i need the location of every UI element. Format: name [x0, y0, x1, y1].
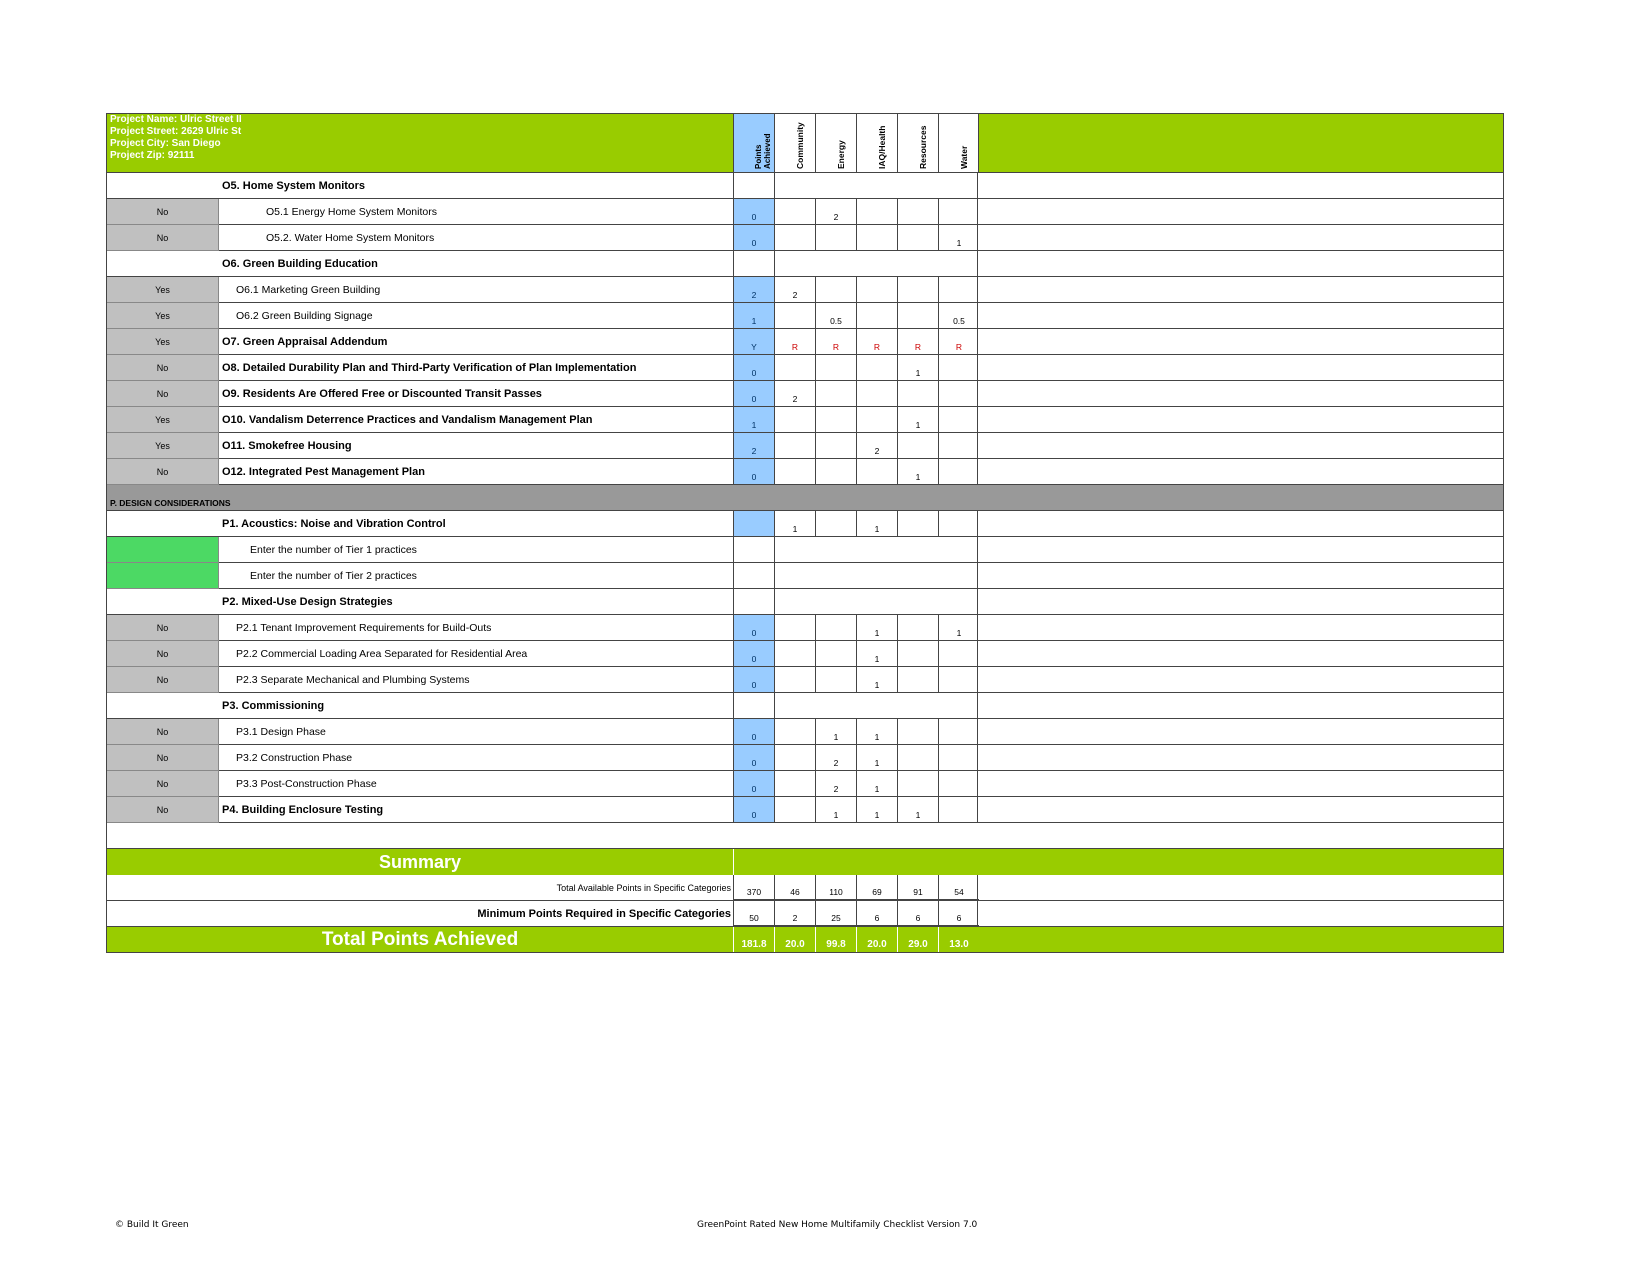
points-achieved-cell: 0: [733, 355, 774, 381]
category-cell: [856, 199, 897, 225]
category-cell: [774, 199, 815, 225]
category-cell: 2: [774, 381, 815, 407]
measure-label: O10. Vandalism Deterrence Practices and Vandalism Management Plan: [219, 407, 733, 433]
response-dropdown[interactable]: No: [107, 459, 219, 485]
category-cell: 1: [856, 745, 897, 771]
points-achieved-cell: [733, 693, 774, 719]
category-cell: [774, 615, 815, 641]
footer-version: GreenPoint Rated New Home Multifamily Checklist Version 7.0: [697, 1220, 978, 1230]
category-cell: [815, 225, 856, 251]
category-cell: R: [774, 329, 815, 355]
category-cell: [815, 355, 856, 381]
measure-label: O8. Detailed Durability Plan and Third-Party Verification of Plan Implementation: [219, 355, 733, 381]
measure-label: P4. Building Enclosure Testing: [219, 797, 733, 823]
category-cell: 0.5: [938, 303, 979, 329]
category-cell: [774, 407, 815, 433]
category-cell: [774, 225, 815, 251]
category-cell: [938, 407, 979, 433]
category-cell: R: [815, 329, 856, 355]
category-cell: 1: [938, 225, 979, 251]
category-cell: [856, 459, 897, 485]
category-cell: 1: [815, 719, 856, 745]
col-header-water: Water: [938, 114, 979, 172]
category-cell: [815, 433, 856, 459]
measure-label: P2.2 Commercial Loading Area Separated for Residential Area: [219, 641, 733, 667]
measure-label: P1. Acoustics: Noise and Vibration Control: [219, 511, 733, 537]
minimum-points-cell: 6: [938, 901, 979, 926]
category-cell: 1: [774, 511, 815, 537]
category-cell: 1: [897, 355, 938, 381]
category-cell: [938, 381, 979, 407]
measure-label: P3.2 Construction Phase: [219, 745, 733, 771]
category-cell: 1: [856, 771, 897, 797]
category-cell: [815, 641, 856, 667]
response-dropdown[interactable]: No: [107, 667, 219, 693]
category-cell: [774, 355, 815, 381]
category-cell: [856, 303, 897, 329]
total-points-cell: 29.0: [897, 927, 938, 952]
measure-label: O6.2 Green Building Signage: [219, 303, 733, 329]
points-achieved-cell: [733, 563, 774, 589]
project-city: Project City: San Diego: [110, 138, 221, 149]
section-row: [106, 485, 1504, 511]
summary-title: Summary: [378, 852, 462, 872]
category-cell: 1: [856, 667, 897, 693]
measure-row: [106, 563, 1504, 589]
response-dropdown[interactable]: No: [107, 719, 219, 745]
checklist-sheet: [106, 113, 1504, 953]
project-info: [110, 114, 242, 172]
category-cell: 2: [815, 771, 856, 797]
measure-row: [106, 303, 1504, 329]
category-cell: [897, 303, 938, 329]
category-cell: [856, 381, 897, 407]
project-street: Project Street: 2629 Ulric St: [110, 126, 242, 137]
response-dropdown[interactable]: No: [107, 199, 219, 225]
measure-row: [106, 511, 1504, 537]
available-points-cell: 69: [856, 875, 897, 900]
category-cell: [856, 355, 897, 381]
category-cell: [938, 719, 979, 745]
col-header-resources: Resources: [897, 114, 938, 172]
category-cell: [774, 797, 815, 823]
category-cell: [774, 459, 815, 485]
col-header-iaq-health: IAQ/Health: [856, 114, 897, 172]
measure-label: Enter the number of Tier 1 practices: [219, 537, 733, 563]
category-cell: [938, 199, 979, 225]
measure-label: O5.1 Energy Home System Monitors: [219, 199, 733, 225]
measure-label: O6. Green Building Education: [219, 251, 733, 277]
measure-row: [106, 329, 1504, 355]
category-cell: [815, 667, 856, 693]
category-cell: [815, 277, 856, 303]
response-dropdown[interactable]: No: [107, 225, 219, 251]
category-cell: 0.5: [815, 303, 856, 329]
response-dropdown[interactable]: No: [107, 771, 219, 797]
category-cell: [815, 459, 856, 485]
category-cell: [815, 615, 856, 641]
minimum-points-cell: 25: [815, 901, 856, 926]
category-cell: 1: [897, 797, 938, 823]
category-cell: [938, 355, 979, 381]
measure-row: [106, 381, 1504, 407]
points-achieved-cell: 0: [733, 771, 774, 797]
measure-row: [106, 537, 1504, 563]
summary-minimum-row: [106, 901, 1504, 927]
project-name: Project Name: Ulric Street II: [110, 114, 242, 125]
measure-row: [106, 615, 1504, 641]
category-cell: [938, 277, 979, 303]
points-achieved-cell: [733, 589, 774, 615]
category-cell: [938, 771, 979, 797]
project-zip: Project Zip: 92111: [110, 150, 195, 161]
tier-count-input[interactable]: [107, 537, 219, 563]
spacer-row: [106, 823, 1504, 849]
points-achieved-cell: 0: [733, 745, 774, 771]
category-cell: [897, 511, 938, 537]
measure-label: P2. Mixed-Use Design Strategies: [219, 589, 733, 615]
heading-row: [106, 251, 1504, 277]
measure-label: O6.1 Marketing Green Building: [219, 277, 733, 303]
available-points-cell: 91: [897, 875, 938, 900]
category-cell: [938, 511, 979, 537]
points-achieved-cell: [733, 251, 774, 277]
category-cell: R: [938, 329, 979, 355]
points-achieved-cell: 0: [733, 381, 774, 407]
measure-label: O9. Residents Are Offered Free or Discounted Transit Passes: [219, 381, 733, 407]
points-achieved-cell: [733, 511, 774, 537]
category-cell: 1: [897, 459, 938, 485]
measure-row: [106, 433, 1504, 459]
response-dropdown[interactable]: Yes: [107, 329, 219, 355]
category-cell: 1: [856, 797, 897, 823]
available-points-cell: 54: [938, 875, 979, 900]
measure-label: P3. Commissioning: [219, 693, 733, 719]
response-dropdown[interactable]: No: [107, 355, 219, 381]
category-cell: [897, 771, 938, 797]
response-dropdown[interactable]: No: [107, 615, 219, 641]
category-cell: [897, 381, 938, 407]
measure-label: P2.3 Separate Mechanical and Plumbing Systems: [219, 667, 733, 693]
summary-available-row: [106, 875, 1504, 901]
measure-label: P3.3 Post-Construction Phase: [219, 771, 733, 797]
category-cell: [774, 719, 815, 745]
points-achieved-cell: 0: [733, 615, 774, 641]
measure-row: [106, 771, 1504, 797]
measure-row: [106, 641, 1504, 667]
category-cell: [938, 433, 979, 459]
category-cell: [897, 277, 938, 303]
category-cell: 1: [856, 615, 897, 641]
category-cell: [774, 641, 815, 667]
summary-header-row: [106, 849, 1504, 875]
category-cell: [897, 641, 938, 667]
available-points-cell: 370: [733, 875, 774, 900]
category-cell: [938, 459, 979, 485]
heading-row: [106, 693, 1504, 719]
measure-row: [106, 719, 1504, 745]
category-cell: [938, 667, 979, 693]
category-cell: [856, 407, 897, 433]
points-achieved-cell: 0: [733, 225, 774, 251]
category-cell: 1: [856, 641, 897, 667]
category-cell: [856, 277, 897, 303]
category-cell: R: [856, 329, 897, 355]
total-points-cell: 13.0: [938, 927, 979, 952]
category-cell: 2: [815, 745, 856, 771]
category-cell: 1: [856, 719, 897, 745]
measure-row: [106, 355, 1504, 381]
response-dropdown[interactable]: Yes: [107, 407, 219, 433]
response-dropdown[interactable]: Yes: [107, 303, 219, 329]
measure-row: [106, 277, 1504, 303]
category-cell: 2: [856, 433, 897, 459]
minimum-points-cell: 50: [733, 901, 774, 926]
category-cell: [938, 745, 979, 771]
col-header-community: Community: [774, 114, 815, 172]
category-cell: [774, 745, 815, 771]
category-cell: [774, 667, 815, 693]
points-achieved-cell: 0: [733, 641, 774, 667]
category-cell: [815, 511, 856, 537]
category-cell: [897, 745, 938, 771]
measure-label: P2.1 Tenant Improvement Requirements for Build-Outs: [219, 615, 733, 641]
available-points-cell: 46: [774, 875, 815, 900]
measure-row: [106, 797, 1504, 823]
points-achieved-cell: 2: [733, 433, 774, 459]
measure-label: Enter the number of Tier 2 practices: [219, 563, 733, 589]
category-cell: [897, 225, 938, 251]
category-cell: 2: [774, 277, 815, 303]
minimum-label: Minimum Points Required in Specific Categories: [477, 907, 731, 920]
measure-row: [106, 225, 1504, 251]
measure-label: O5. Home System Monitors: [219, 173, 733, 199]
measure-label: O11. Smokefree Housing: [219, 433, 733, 459]
category-cell: [774, 303, 815, 329]
category-cell: [856, 225, 897, 251]
points-achieved-cell: [733, 173, 774, 199]
category-cell: [897, 199, 938, 225]
category-cell: [897, 433, 938, 459]
points-achieved-cell: 1: [733, 303, 774, 329]
category-cell: [774, 771, 815, 797]
response-dropdown[interactable]: No: [107, 797, 219, 823]
heading-row: [106, 589, 1504, 615]
points-achieved-cell: [733, 537, 774, 563]
measure-row: [106, 459, 1504, 485]
col-header-energy: Energy: [815, 114, 856, 172]
total-points-cell: 20.0: [774, 927, 815, 952]
minimum-points-cell: 6: [856, 901, 897, 926]
measure-row: [106, 199, 1504, 225]
points-achieved-cell: 0: [733, 667, 774, 693]
total-points-label: Total Points Achieved: [321, 929, 519, 950]
response-dropdown[interactable]: No: [107, 641, 219, 667]
points-achieved-cell: 0: [733, 797, 774, 823]
available-points-cell: 110: [815, 875, 856, 900]
category-cell: 1: [856, 511, 897, 537]
minimum-points-cell: 2: [774, 901, 815, 926]
section-title: P. DESIGN CONSIDERATIONS: [110, 498, 231, 508]
category-cell: R: [897, 329, 938, 355]
points-achieved-cell: Y: [733, 329, 774, 355]
col-header-points-achieved: Points Achieved: [733, 114, 774, 172]
measure-label: O12. Integrated Pest Management Plan: [219, 459, 733, 485]
available-label: Total Available Points in Specific Categories: [556, 882, 731, 893]
points-achieved-cell: 0: [733, 459, 774, 485]
points-achieved-cell: 0: [733, 199, 774, 225]
total-points-cell: 99.8: [815, 927, 856, 952]
measure-label: O7. Green Appraisal Addendum: [219, 329, 733, 355]
category-cell: [938, 797, 979, 823]
measure-label: O5.2. Water Home System Monitors: [219, 225, 733, 251]
response-dropdown[interactable]: Yes: [107, 433, 219, 459]
checklist-rows: [106, 173, 1504, 823]
points-achieved-cell: 1: [733, 407, 774, 433]
category-cell: [897, 615, 938, 641]
minimum-points-cell: 6: [897, 901, 938, 926]
category-cell: 1: [815, 797, 856, 823]
footer-copyright: © Build It Green: [115, 1220, 189, 1230]
category-cell: [774, 433, 815, 459]
category-cell: [897, 667, 938, 693]
measure-row: [106, 745, 1504, 771]
category-cell: 2: [815, 199, 856, 225]
category-cell: [897, 719, 938, 745]
heading-row: [106, 173, 1504, 199]
measure-row: [106, 407, 1504, 433]
header-row: [106, 113, 1504, 173]
category-cell: [938, 641, 979, 667]
total-points-cell: 181.8: [733, 927, 774, 952]
measure-row: [106, 667, 1504, 693]
tier-count-input[interactable]: [107, 563, 219, 589]
points-achieved-cell: 2: [733, 277, 774, 303]
response-dropdown[interactable]: No: [107, 381, 219, 407]
total-points-row: [106, 927, 1504, 953]
response-dropdown[interactable]: No: [107, 745, 219, 771]
total-points-cell: 20.0: [856, 927, 897, 952]
category-cell: [815, 407, 856, 433]
points-achieved-cell: 0: [733, 719, 774, 745]
category-cell: 1: [938, 615, 979, 641]
category-cell: 1: [897, 407, 938, 433]
response-dropdown[interactable]: Yes: [107, 277, 219, 303]
category-cell: [815, 381, 856, 407]
measure-label: P3.1 Design Phase: [219, 719, 733, 745]
